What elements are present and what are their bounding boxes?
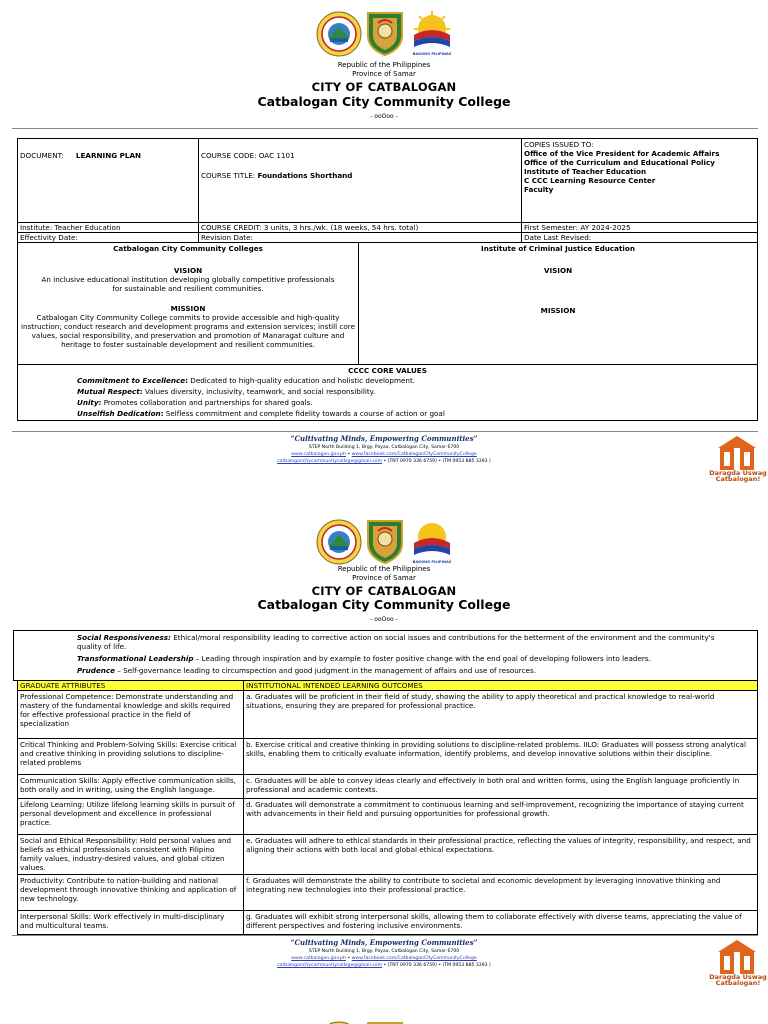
header-separator: - ooOoo - (370, 616, 398, 623)
mission-line: instruction; conduct research and development programs and extension services; instill core (20, 322, 355, 331)
email-link[interactable]: catbalogancitycommunitycollege@gmail.com (277, 459, 383, 464)
website-link[interactable]: www.catbalogan.gov.ph (291, 452, 346, 457)
iilo-cell (243, 738, 758, 775)
ga-line: personal development and excellence in professional (20, 809, 212, 818)
vision-label: VISION (173, 266, 203, 275)
header-province: Province of Samar (352, 70, 416, 78)
header-rule (12, 128, 758, 129)
last-revised-cell: Date Last Revised: (521, 232, 758, 243)
header-republic: Republic of the Philippines (337, 565, 431, 573)
facebook-link[interactable]: www.facebook.com/CatbaloganCityCommunityCollege (351, 452, 477, 457)
iilo-line: skills, enabling them to critically evaluate information, identify problems, and develop innovative solutions within their discipline. (246, 749, 713, 758)
core-value-item: Unity: Promotes collaboration and partnerships for shared goals. (77, 398, 313, 407)
semester-cell: First Semester: AY 2024-2025 (521, 222, 758, 233)
header-city: CITY OF CATBALOGAN (311, 584, 457, 598)
ga-line: related problems (20, 758, 82, 767)
ga-line: and creative thinking in providing solutions to discipline- (20, 749, 224, 758)
revision-cell: Revision Date: (198, 232, 522, 243)
core-value-item: Social Responsiveness: Ethical/moral responsibility leading to corrective action on social issues and contributions for the betterment of the environment and the community's (77, 633, 715, 642)
footer-address: STEP North Building 1, Brgy. Payao, Catbalogan City, Samar 6700 (308, 949, 460, 954)
course-title-label: COURSE TITLE: (201, 171, 256, 180)
footer-rule (12, 431, 758, 432)
iilo-cell (243, 874, 758, 911)
ga-cell (17, 910, 244, 935)
ga-line: beliefs as ethical professionals consistent with Filipino (20, 845, 215, 854)
ga-cell (17, 798, 244, 835)
right-col-title: Institute of Criminal Justice Education (481, 244, 635, 253)
ga-cell (17, 774, 244, 799)
vision-text: An inclusive educational institution developing globally competitive professionals (41, 275, 335, 284)
ga-line: Productivity: Contribute to nation-building and national (20, 876, 219, 885)
iilo-cell (243, 690, 758, 739)
ga-line: Communication Skills: Apply effective communication skills, (20, 776, 236, 785)
iilo-cell (243, 774, 758, 799)
college-shield-logo (364, 517, 406, 565)
iilo-cell (243, 798, 758, 835)
bagong-pilipinas-caption: BAGONG PILIPINAS (412, 52, 452, 56)
bagong-pilipinas-logo (408, 11, 456, 57)
iilo-line: e. Graduates will adhere to ethical standards in their professional practice, reflecting the values of integrity, responsibility, and respect, and (246, 836, 751, 845)
iilo-line: d. Graduates will demonstrate a commitment to continuous learning and self-improvement, recognizing the importance of staying current (246, 800, 744, 809)
iilo-line: a. Graduates will be proficient in their field of study, showing the ability to apply theoretical and practical knowledge to real-world (246, 692, 715, 701)
du-line-2: Catbalogan! (715, 979, 761, 987)
core-value-item: Prudence – Self-governance leading to circumspection and good judgment in the management of affairs and use of resources. (77, 666, 536, 675)
header-city: CITY OF CATBALOGAN (311, 80, 457, 94)
copies-item: C CCC Learning Resource Center (524, 176, 656, 185)
ga-cell (17, 690, 244, 739)
core-values-cell (17, 364, 758, 421)
iilo-line: different perspectives and fostering inclusive environments. (246, 921, 463, 930)
iilo-cell (243, 834, 758, 875)
copies-item: Faculty (524, 185, 554, 194)
facebook-link[interactable]: www.facebook.com/CatbaloganCityCommunityCollege (351, 956, 477, 961)
document-label: DOCUMENT: (20, 151, 64, 160)
header-separator: - ooOoo - (370, 113, 398, 120)
footer-rule (12, 935, 758, 936)
ga-cell (17, 834, 244, 875)
course-cell (198, 138, 522, 223)
copies-item: Office of the Vice President for Academic Affairs (524, 149, 720, 158)
iilo-line: f. Graduates will demonstrate the ability to contribute to societal and economic development by leveraging innovative thinking and (246, 876, 721, 885)
document-cell (17, 138, 199, 223)
copies-item: Institute of Teacher Education (524, 167, 647, 176)
ga-line: specialization (20, 719, 70, 728)
iilo-line: g. Graduates will exhibit strong interpersonal skills, allowing them to collaborate effectively with diverse teams, appreciating the value of (246, 912, 742, 921)
mission-line: heritage to foster sustainable development and resilient communities. (61, 340, 315, 349)
iilo-line: situations, ensuring they are prepared for professional practice. (246, 701, 476, 710)
footer-contacts: catbalogancitycommunitycollege@gmail.com • (TNT 0970 336 6759) • (TM 0953 885 3393 ) (277, 459, 491, 464)
core-value-item: Transformational Leadership – Leading through inspiration and by example to foster positive change with the end goal of developing followers into leaders. (77, 654, 651, 663)
city-seal-logo (316, 11, 362, 57)
iilo-line: c. Graduates will be able to convey ideas clearly and effectively in both oral and written forms, using the English language proficiently in (246, 776, 740, 785)
header-college: Catbalogan City Community College (257, 94, 511, 109)
icje-vm-cell (358, 242, 758, 365)
ga-line: new technology. (20, 894, 79, 903)
header-college: Catbalogan City Community College (257, 597, 511, 612)
ga-line: and multicultural teams. (20, 921, 109, 930)
header-logos (316, 1019, 456, 1024)
footer-links: www.catbalogan.gov.ph • www.facebook.com/CatbaloganCityCommunityCollege (291, 956, 477, 961)
ga-line: Social and Ethical Responsibility: Hold personal values and (20, 836, 232, 845)
ga-line: Critical Thinking and Problem-Solving Skills: Exercise critical (20, 740, 237, 749)
footer-motto: “Cultivating Minds, Empowering Communities” (290, 434, 478, 443)
ga-line: practice. (20, 818, 52, 827)
college-shield-logo (364, 9, 406, 57)
header-republic: Republic of the Philippines (337, 61, 431, 69)
course-credit-cell: COURSE CREDIT: 3 units, 3 hrs./wk. (18 weeks, 54 hrs. total) (198, 222, 522, 233)
core-value-item: Commitment to Excellence: Dedicated to high-quality education and holistic development. (77, 376, 416, 385)
footer-motto: “Cultivating Minds, Empowering Communities” (290, 938, 478, 947)
header-logos (316, 9, 456, 59)
ga-line: mastery of the fundamental knowledge and skills required (20, 701, 231, 710)
mission-line: values, social responsibility, and preservation and promotion of Manaragat culture and (31, 331, 345, 340)
bagong-pilipinas-logo (408, 519, 456, 565)
core-values-title: CCCC CORE VALUES (348, 366, 427, 375)
ga-line: Professional Competence: Demonstrate understanding and (20, 692, 234, 701)
ga-line: both orally and in writing, using the English language. (20, 785, 215, 794)
ga-header: GRADUATE ATTRIBUTES (17, 680, 244, 691)
footer-address: STEP North Building 1, Brgy. Payao, Catbalogan City, Samar 6700 (308, 445, 460, 450)
iilo-cell (243, 910, 758, 935)
ga-line: Interpersonal Skills: Work effectively in multi-disciplinary (20, 912, 225, 921)
header-province: Province of Samar (352, 574, 416, 582)
mission-label: MISSION (170, 304, 206, 313)
ga-line: development through innovative thinking and application of (20, 885, 237, 894)
right-vision-label: VISION (543, 266, 573, 275)
college-shield-logo (364, 1019, 406, 1024)
ga-line: for effective professional practice in the field of (20, 710, 191, 719)
du-line-1: Daragda Uswag (709, 469, 767, 477)
du-line-1: Daragda Uswag (709, 973, 767, 981)
core-value-item: Mutual Respect: Values diversity, inclusivity, teamwork, and social responsibility. (77, 387, 376, 396)
core-value-item-cont: quality of life. (77, 642, 127, 651)
core-value-item: Unselfish Dedication: Selfless commitment and complete fidelity towards a course of action or goal (77, 409, 445, 418)
iilo-line: professional and academic contexts. (246, 785, 378, 794)
ga-line: Lifelong Learning: Utilize lifelong learning skills in pursuit of (20, 800, 235, 809)
iilo-line: aligning their actions with both local and global ethical expectations. (246, 845, 495, 854)
right-mission-label: MISSION (540, 306, 576, 315)
bagong-pilipinas-caption: BAGONG PILIPINAS (412, 560, 452, 564)
iilo-line: b. Exercise critical and creative thinking in providing solutions to discipline-related problems. IILO: Graduates will possess strong analytical (246, 740, 746, 749)
ga-line: values. (20, 863, 46, 872)
city-seal-logo (316, 519, 362, 565)
effectivity-cell: Effectivity Date: (17, 232, 199, 243)
ga-line: family values, industry-desired values, and global citizen (20, 854, 225, 863)
website-link[interactable]: www.catbalogan.gov.ph (291, 956, 346, 961)
iilo-line: integrating new technologies into their professional practice. (246, 885, 466, 894)
left-col-title: Catbalogan City Community Colleges (113, 244, 263, 253)
ga-cell (17, 738, 244, 775)
vision-text: for sustainable and resilient communities. (112, 284, 264, 293)
core-values-cont-cell (13, 630, 758, 681)
header-logos (316, 517, 456, 567)
ga-cell (17, 874, 244, 911)
email-link[interactable]: catbalogancitycommunitycollege@gmail.com (277, 963, 383, 968)
footer-links: www.catbalogan.gov.ph • www.facebook.com/CatbaloganCityCommunityCollege (291, 452, 477, 457)
document-value: LEARNING PLAN (75, 151, 142, 160)
footer-contacts: catbalogancitycommunitycollege@gmail.com • (TNT 0970 336 6759) • (TM 0953 885 3393 ) (277, 963, 491, 968)
du-line-2: Catbalogan! (715, 475, 761, 483)
course-code: COURSE CODE: OAC 1101 (201, 151, 295, 160)
institute-cell: Institute: Teacher Education (17, 222, 199, 233)
iilo-header: INSTITUTIONAL INTENDED LEARNING OUTCOMES (243, 680, 758, 691)
ccc-vm-cell (17, 242, 359, 365)
course-title-value: Foundations Shorthand (257, 171, 353, 180)
copies-item: Office of the Curriculum and Educational Policy (524, 158, 715, 167)
copies-label: COPIES ISSUED TO: (524, 140, 594, 149)
copies-cell (521, 138, 758, 223)
mission-line: Catbalogan City Community College commits to provide accessible and high-quality (36, 313, 340, 322)
iilo-line: with advancements in their field and pursuing opportunities for professional growth. (246, 809, 550, 818)
